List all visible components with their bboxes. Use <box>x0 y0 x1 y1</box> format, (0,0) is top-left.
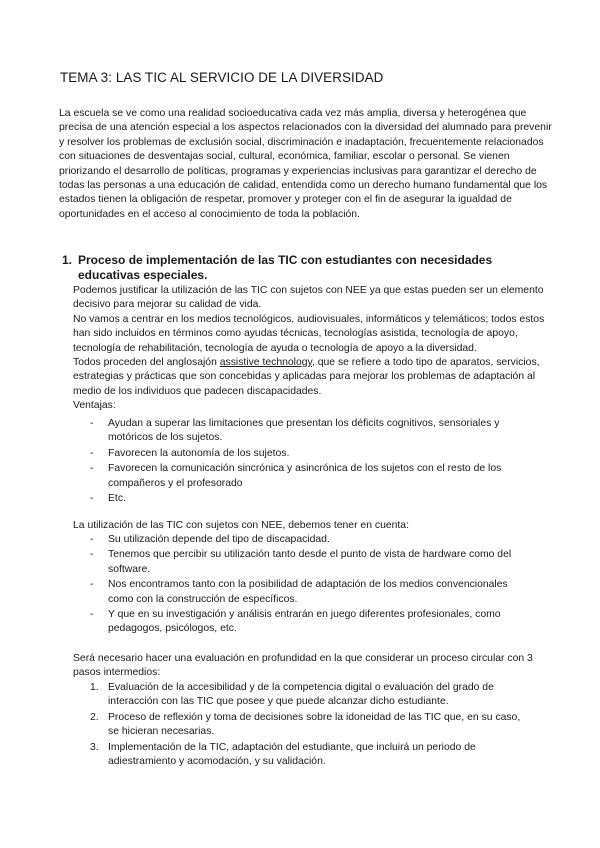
step-number: 2. <box>90 711 99 723</box>
ventajas-list <box>90 417 530 507</box>
section-heading <box>62 253 532 282</box>
list-item <box>90 711 530 740</box>
list-item <box>90 533 530 547</box>
assistive-lead-text: Todos proceden del anglosajón <box>73 357 220 369</box>
intro-paragraph: La escuela se ve como una realidad socioeducativa cada vez más amplia, diversa y heterogénea que precisa de una atención especial a los aspectos relacionados con la diversidad del alumnado para prevenir y resolver los problemas de exclusión social, discriminación e inadaptación, frecuentemente relacionados con situaciones de desventajas social, cultural, económica, familiar, escolar o personal. Se vienen priorizando el desarrollo de políticas, programas y experiencias inclusivas para garantizar el derecho de todas las personas a una educación de calidad, entendida como un derecho humano fundamental que los estados tienen la obligación de respetar, promover y proteger con el fin de asegurar la igualdad de oportunidades en el acceso al conocimiento de toda la población. <box>59 108 552 220</box>
step-number: 3. <box>90 741 99 753</box>
paragraph-assistive <box>73 356 548 399</box>
steps-list <box>90 681 530 770</box>
step-number: 1. <box>90 682 99 693</box>
list-item-text: Favorecen la comunicación sincrónica y asincrónica de los sujetos con el resto de los compañeros y el profesorado <box>108 463 502 489</box>
section-body <box>73 284 548 414</box>
list-item <box>90 447 530 461</box>
assistive-tail-text: , que se refiere a todo tipo de aparatos, servicios, estrategias y prácticas que son concebidas y aplicadas para mejorar los problemas de adaptación al medio de los individuos que padecen discapacidades. <box>73 357 540 397</box>
list-item <box>90 741 530 770</box>
list-item-text: Proceso de reflexión y toma de decisiones sobre la idoneidad de las TIC que, en su caso, se hicieran necesarias. <box>108 711 521 738</box>
considerations-list <box>90 533 530 638</box>
dash-marker: - <box>90 463 94 475</box>
dash-marker: - <box>90 579 94 591</box>
dash-marker: - <box>90 534 94 545</box>
paragraph-considerations: La utilización de las TIC con sujetos con NEE, debemos tener en cuenta: <box>73 520 409 531</box>
list-item <box>90 417 530 446</box>
assistive-technology-term: assistive technology <box>219 357 312 369</box>
list-item-text: Y que en su investigación y análisis entrarán en juego diferentes profesionales, como pedagogos, psicólogos, etc. <box>108 609 501 635</box>
list-item-text: Etc. <box>108 493 126 505</box>
list-item-text: Nos encontramos tanto con la posibilidad de adaptación de los medios convencionales como con la construcción de específicos. <box>108 579 508 605</box>
list-item-text: Tenemos que percibir su utilización tanto desde el punto de vista de hardware como del software. <box>108 549 512 575</box>
paragraph-justification: Podemos justificar la utilización de las TIC con sujetos con NEE ya que estas pueden ser un elemento decisivo para mejorar su calidad de vida. <box>73 285 544 311</box>
list-item-text: Evaluación de la accesibilidad y de la competencia digital o evaluación del grado de interacción con las TIC que posee y que puede alcanzar dicho estudiante. <box>108 682 494 708</box>
list-item <box>90 462 530 491</box>
list-item <box>90 681 530 710</box>
dash-marker: - <box>90 609 94 621</box>
dash-marker: - <box>90 549 94 561</box>
section-heading-text: Proceso de implementación de las TIC con estudiantes con necesidades educativas especiales. <box>78 253 493 282</box>
list-item-text: Ayudan a superar las limitaciones que presentan los déficits cognitivos, sensoriales y motóricos de los sujetos. <box>108 418 500 444</box>
list-item <box>90 548 530 577</box>
paragraph-media: No vamos a centrar en los medios tecnológicos, audiovisuales, informáticos y telemáticos; todos estos han sido incluidos en términos como ayudas técnicas, tecnologías asistida, tecnología de apoyo, tecnología de rehabilitación, tecnología de ayuda o tecnología de apoyo a la diversidad. <box>73 313 545 354</box>
dash-marker: - <box>90 493 94 505</box>
list-item-text: Implementación de la TIC, adaptación del estudiante, que incluirá un periodo de adiestramiento y acomodación, y su validación. <box>108 741 476 768</box>
dash-marker: - <box>90 418 94 429</box>
ventajas-label: Ventajas: <box>73 400 116 412</box>
list-item <box>90 608 530 637</box>
list-item <box>90 492 530 506</box>
list-item <box>90 578 530 607</box>
list-item-text: Favorecen la autonomía de los sujetos. <box>108 447 290 459</box>
page-title: TEMA 3: LAS TIC AL SERVICIO DE LA DIVERSIDAD <box>60 70 384 85</box>
section-number: 1. <box>62 253 73 267</box>
list-item-text: Su utilización depende del tipo de discapacidad. <box>108 534 330 545</box>
dash-marker: - <box>90 447 94 459</box>
paragraph-evaluation: Será necesario hacer una evaluación en profundidad en la que considerar un proceso circular con 3 pasos intermedios: <box>73 653 533 679</box>
